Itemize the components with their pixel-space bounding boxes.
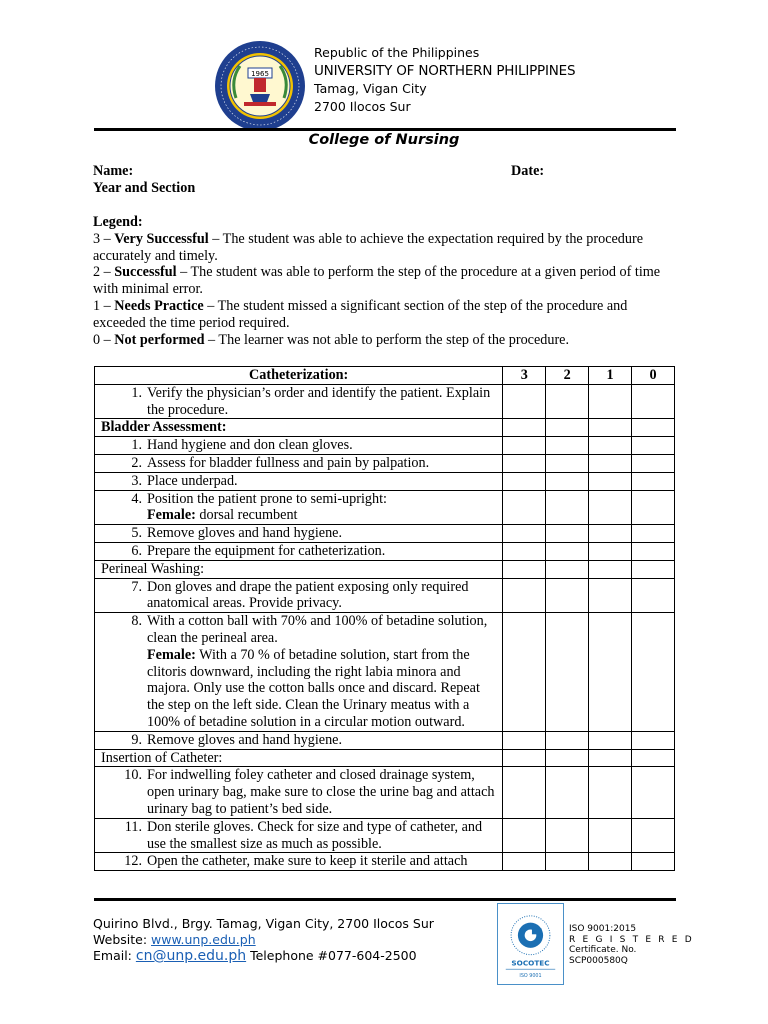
step-text-block	[147, 473, 498, 490]
socotec-certification-logo	[497, 903, 564, 985]
score-2-cell[interactable]	[546, 731, 589, 749]
legend-item	[93, 298, 683, 332]
legend-term: Needs Practice	[114, 297, 204, 314]
score-0-cell[interactable]	[632, 731, 675, 749]
website-link[interactable]: www.unp.edu.ph	[151, 932, 256, 947]
step-sub-text: With a 70 % of betadine solution, start from the clitoris downward, including the right labia minora and majora. Only use the cotton balls once and discard. Repeat the step on the left side. Clean the Urinary meatus with a 100% of betadine solution in a circular motion outward.	[147, 646, 480, 730]
score-3-cell[interactable]	[503, 525, 546, 543]
step-content	[99, 385, 498, 419]
legend-item	[93, 264, 683, 298]
step-text-block	[147, 437, 498, 454]
step-text: With a cotton ball with 70% and 100% of betadine solution, clean the perineal area.	[147, 613, 488, 646]
step-text-block	[147, 455, 498, 472]
legend-description: – The student was able to perform the step of the procedure at a given period of time with minimal error.	[93, 264, 661, 298]
step-content	[99, 819, 498, 853]
name-label: Name:	[93, 163, 134, 179]
score-3-cell[interactable]	[503, 613, 546, 732]
score-1-cell[interactable]	[589, 525, 632, 543]
score-2-cell[interactable]	[546, 472, 589, 490]
step-content	[99, 613, 498, 731]
score-3-cell[interactable]	[503, 490, 546, 525]
procedure-step	[95, 525, 503, 543]
score-1-cell[interactable]	[589, 749, 632, 767]
procedure-step	[95, 578, 503, 613]
email-link[interactable]: cn@unp.edu.ph	[135, 948, 247, 964]
footer-contact	[93, 916, 434, 964]
legend-item	[93, 231, 683, 265]
svg-text:ISO 9001: ISO 9001	[519, 972, 542, 979]
procedure-step	[95, 490, 503, 525]
score-2-cell[interactable]	[546, 384, 589, 419]
score-0-cell[interactable]	[632, 437, 675, 455]
score-1-cell[interactable]	[589, 490, 632, 525]
step-number: 5.	[131, 525, 142, 542]
step-text-block	[147, 579, 498, 613]
step-content	[99, 543, 498, 560]
step-text-block	[147, 767, 498, 817]
step-text: Remove gloves and hand hygiene.	[147, 525, 343, 542]
procedure-step	[95, 437, 503, 455]
iso-cert-number: SCP000580Q	[569, 955, 628, 966]
step-content	[99, 473, 498, 490]
step-content	[99, 525, 498, 542]
step-content	[99, 853, 498, 870]
score-2-cell[interactable]	[546, 613, 589, 732]
legend-score: 3 –	[93, 230, 115, 247]
score-0-cell[interactable]	[632, 578, 675, 613]
step-number: 6.	[131, 542, 142, 559]
score-1-cell[interactable]	[589, 731, 632, 749]
header-divider	[94, 128, 676, 131]
score-0-cell[interactable]	[632, 384, 675, 419]
table-row	[95, 472, 675, 490]
step-content	[99, 732, 498, 749]
score-3-header: 3	[503, 367, 546, 385]
table-row	[95, 578, 675, 613]
score-2-cell[interactable]	[546, 818, 589, 853]
table-row	[95, 490, 675, 525]
table-row	[95, 454, 675, 472]
website-label: Website:	[93, 932, 152, 947]
date-label: Date:	[511, 163, 545, 179]
step-sub-label: Female:	[147, 646, 196, 663]
step-text: Prepare the equipment for catheterization.	[147, 542, 386, 559]
score-1-cell[interactable]	[589, 767, 632, 818]
score-1-cell[interactable]	[589, 560, 632, 578]
score-0-cell[interactable]	[632, 472, 675, 490]
step-sub-label: Female:	[147, 507, 196, 524]
step-number: 1.	[131, 384, 142, 401]
step-text: Verify the physician’s order and identify the patient. Explain the procedure.	[147, 384, 491, 418]
procedure-column-header: Catheterization:	[95, 367, 503, 385]
procedure-step	[95, 472, 503, 490]
legend-items	[93, 231, 683, 349]
university-name: UNIVERSITY OF NORTHERN PHILIPPINES	[314, 63, 576, 79]
score-3-cell[interactable]	[503, 749, 546, 767]
step-number: 10.	[124, 767, 142, 784]
score-0-cell[interactable]	[632, 490, 675, 525]
score-2-cell[interactable]	[546, 437, 589, 455]
step-text: Don gloves and drape the patient exposing only required anatomical areas. Provide privacy.	[147, 578, 469, 612]
section-row	[95, 560, 675, 578]
step-content	[99, 579, 498, 613]
section-heading: Insertion of Catheter:	[95, 749, 503, 767]
score-1-cell[interactable]	[589, 419, 632, 437]
score-0-header: 0	[632, 367, 675, 385]
score-3-cell[interactable]	[503, 384, 546, 419]
legend-description: – The learner was not able to perform the step of the procedure.	[204, 331, 570, 348]
score-0-cell[interactable]	[632, 749, 675, 767]
score-1-cell[interactable]	[589, 454, 632, 472]
iso-standard: ISO 9001:2015	[569, 924, 637, 934]
college-title: College of Nursing	[308, 132, 460, 148]
score-0-cell[interactable]	[632, 613, 675, 732]
step-text: For indwelling foley catheter and closed drainage system, open urinary bag, make sure to close the urine bag and attach urinary bag to patient’s bed side.	[147, 767, 495, 817]
score-2-cell[interactable]	[546, 490, 589, 525]
step-number: 9.	[131, 731, 142, 748]
score-0-cell[interactable]	[632, 767, 675, 818]
step-text-block	[147, 732, 498, 749]
section-heading: Perineal Washing:	[95, 560, 503, 578]
step-content	[99, 437, 498, 454]
step-number: 11.	[124, 818, 142, 835]
table-row	[95, 818, 675, 853]
email-label: Email:	[93, 948, 136, 963]
step-number: 8.	[131, 613, 142, 630]
year-section-label: Year and Section	[93, 179, 196, 196]
table-row	[95, 384, 675, 419]
step-number: 1.	[131, 437, 142, 454]
legend	[93, 214, 683, 348]
table-row	[95, 525, 675, 543]
republic-text: Republic of the Philippines	[314, 45, 480, 60]
table-row	[95, 613, 675, 732]
legend-description: – The student missed a significant section of the step of the procedure and exceeded the time period required.	[93, 297, 628, 331]
score-2-cell[interactable]	[546, 542, 589, 560]
step-text: Hand hygiene and don clean gloves.	[147, 437, 353, 454]
svg-text:SOCOTEC: SOCOTEC	[511, 958, 550, 968]
step-text-block	[147, 491, 498, 525]
procedure-step	[95, 613, 503, 732]
step-text-block	[147, 613, 498, 731]
iso-cert-label: Certificate. No.	[569, 945, 637, 955]
legend-score: 0 –	[93, 331, 115, 348]
procedure-step	[95, 731, 503, 749]
step-text: Assess for bladder fullness and pain by palpation.	[147, 454, 430, 471]
step-text-block	[147, 853, 498, 870]
procedure-step	[95, 853, 503, 871]
table-row	[95, 437, 675, 455]
section-row	[95, 419, 675, 437]
score-0-cell[interactable]	[632, 560, 675, 578]
catheterization-checklist	[94, 366, 675, 871]
address-line-1: Tamag, Vigan City	[314, 81, 427, 96]
score-3-cell[interactable]	[503, 454, 546, 472]
legend-score: 2 –	[93, 264, 115, 281]
score-2-cell[interactable]	[546, 767, 589, 818]
table-row	[95, 853, 675, 871]
table-row	[95, 767, 675, 818]
step-text-block	[147, 525, 498, 542]
score-3-cell[interactable]	[503, 437, 546, 455]
letterhead	[0, 0, 768, 140]
step-text-block	[147, 819, 498, 853]
step-text: Open the catheter, make sure to keep it sterile and attach	[147, 853, 468, 870]
procedure-step	[95, 767, 503, 818]
score-2-cell[interactable]	[546, 853, 589, 871]
step-text: Remove gloves and hand hygiene.	[147, 731, 343, 748]
score-0-cell[interactable]	[632, 853, 675, 871]
step-text-block	[147, 385, 498, 419]
checklist-body	[95, 384, 675, 870]
footer-email-line	[93, 948, 434, 964]
step-number: 2.	[131, 454, 142, 471]
score-1-cell[interactable]	[589, 542, 632, 560]
table-row	[95, 731, 675, 749]
step-text: Don sterile gloves. Check for size and type of catheter, and use the smallest size as much as possible.	[147, 818, 483, 852]
procedure-step	[95, 818, 503, 853]
score-0-cell[interactable]	[632, 454, 675, 472]
score-3-cell[interactable]	[503, 472, 546, 490]
step-number: 4.	[131, 490, 142, 507]
step-number: 7.	[131, 578, 142, 595]
step-content	[99, 767, 498, 817]
footer-address: Quirino Blvd., Brgy. Tamag, Vigan City, 2700 Ilocos Sur	[93, 916, 434, 931]
score-3-cell[interactable]	[503, 731, 546, 749]
score-1-cell[interactable]	[589, 472, 632, 490]
step-number: 12.	[124, 853, 142, 870]
score-1-cell[interactable]	[589, 818, 632, 853]
score-3-cell[interactable]	[503, 767, 546, 818]
table-row	[95, 542, 675, 560]
score-2-cell[interactable]	[546, 578, 589, 613]
score-2-cell[interactable]	[546, 749, 589, 767]
svg-text:1965: 1965	[251, 70, 269, 78]
legend-term: Not performed	[114, 331, 205, 348]
step-text: Place underpad.	[147, 472, 238, 489]
score-3-cell[interactable]	[503, 542, 546, 560]
score-2-cell[interactable]	[546, 419, 589, 437]
step-text-block	[147, 543, 498, 560]
procedure-step	[95, 384, 503, 419]
score-0-cell[interactable]	[632, 818, 675, 853]
procedure-step	[95, 454, 503, 472]
score-1-cell[interactable]	[589, 384, 632, 419]
score-1-header: 1	[589, 367, 632, 385]
score-3-cell[interactable]	[503, 853, 546, 871]
score-1-cell[interactable]	[589, 578, 632, 613]
score-1-cell[interactable]	[589, 613, 632, 732]
legend-title: Legend:	[93, 214, 143, 230]
legend-item	[93, 332, 683, 349]
score-0-cell[interactable]	[632, 525, 675, 543]
section-heading: Bladder Assessment:	[95, 419, 503, 437]
telephone-text: Telephone #077-604-2500	[246, 948, 417, 963]
address-line-2: 2700 Ilocos Sur	[314, 99, 411, 114]
university-address-block	[314, 44, 575, 116]
legend-term: Very Successful	[114, 230, 209, 247]
score-3-cell[interactable]	[503, 560, 546, 578]
section-row	[95, 749, 675, 767]
footer-website-line	[93, 932, 434, 948]
iso-registered: R E G I S T E R E D	[569, 934, 694, 945]
step-content	[99, 491, 498, 525]
step-sub-text: dorsal recumbent	[195, 507, 298, 524]
score-3-cell[interactable]	[503, 818, 546, 853]
score-2-cell[interactable]	[546, 560, 589, 578]
score-2-header: 2	[546, 367, 589, 385]
procedure-step	[95, 542, 503, 560]
step-text: Position the patient prone to semi-upright:	[147, 490, 387, 507]
table-header-row	[95, 367, 675, 385]
student-info	[93, 163, 683, 197]
score-3-cell[interactable]	[503, 578, 546, 613]
university-seal-logo	[214, 40, 306, 132]
score-1-cell[interactable]	[589, 853, 632, 871]
iso-registration	[569, 924, 694, 966]
score-0-cell[interactable]	[632, 542, 675, 560]
legend-term: Successful	[114, 264, 177, 281]
legend-score: 1 –	[93, 297, 115, 314]
step-content	[99, 455, 498, 472]
step-number: 3.	[131, 472, 142, 489]
score-0-cell[interactable]	[632, 419, 675, 437]
score-3-cell[interactable]	[503, 419, 546, 437]
score-2-cell[interactable]	[546, 454, 589, 472]
footer-divider	[94, 898, 676, 901]
score-2-cell[interactable]	[546, 525, 589, 543]
score-1-cell[interactable]	[589, 437, 632, 455]
legend-description: – The student was able to achieve the expectation required by the procedure accurately and timely.	[93, 230, 643, 264]
